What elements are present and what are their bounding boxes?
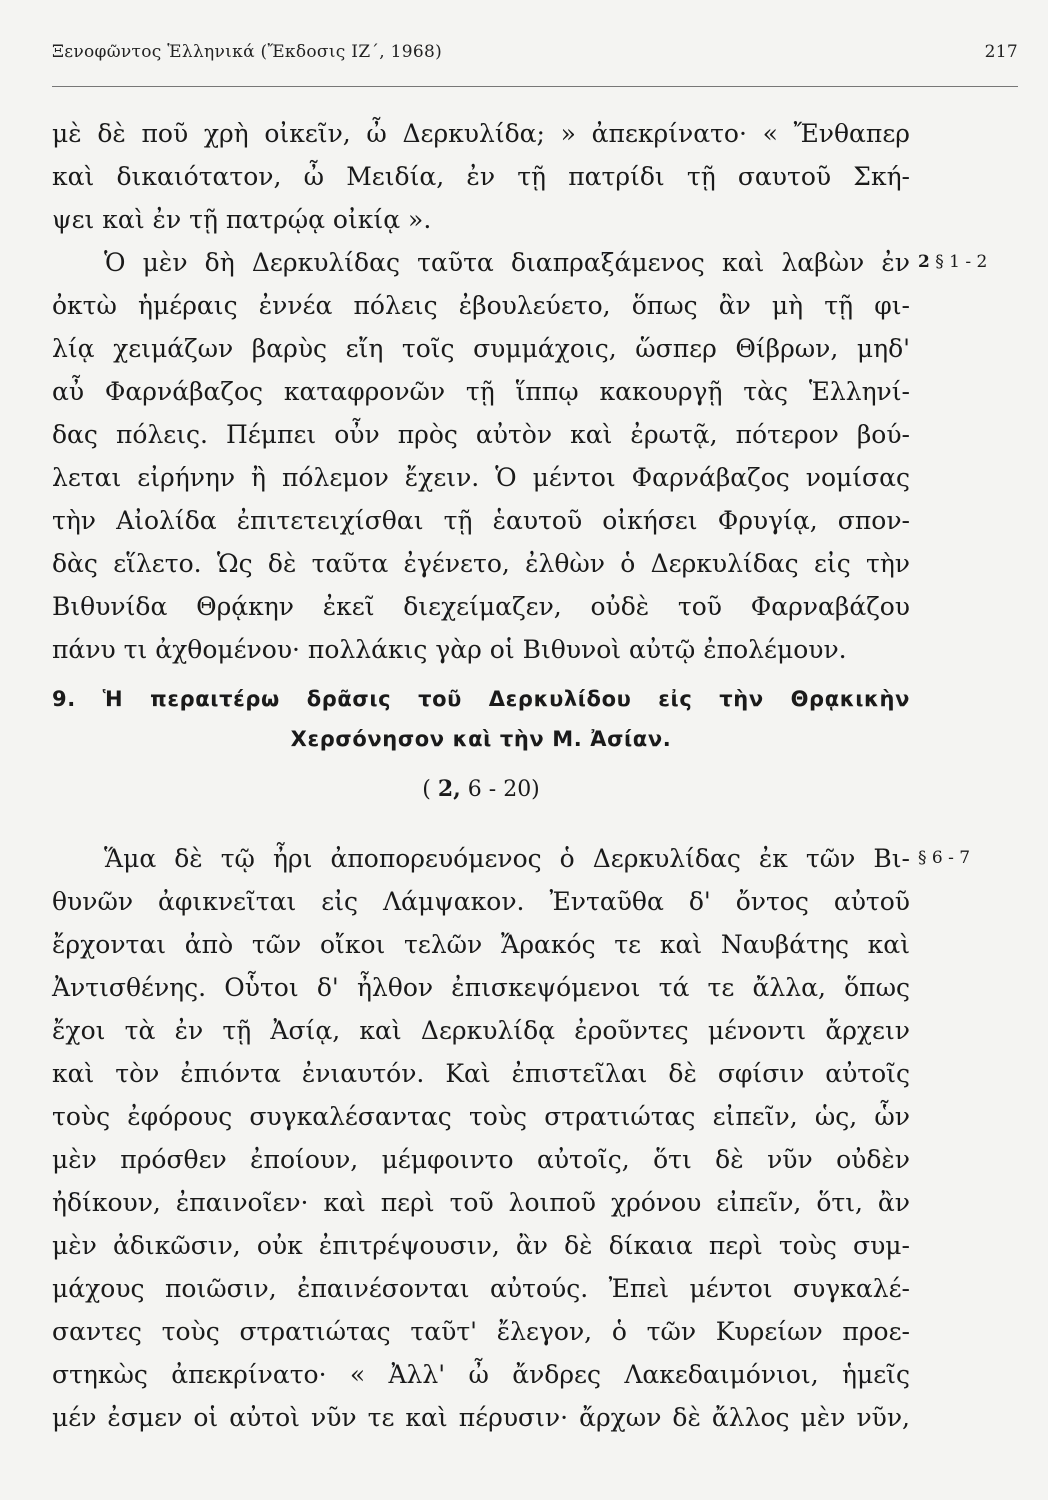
text-line: τοὺς ἐφόρους συγκαλέσαντας τοὺς στρατιώτας εἰπεῖν, ὡς, ὧν: [52, 1102, 910, 1131]
text-line: ἔχοι τὰ ἐν τῇ Ἀσίᾳ, καὶ Δερκυλίδᾳ ἐροῦντες μένοντι ἄρχειν: [52, 1016, 910, 1045]
text-line: Ὁ μὲν δὴ Δερκυλίδας ταῦτα διαπραξάμενος καὶ λαβὼν ἐν: [104, 248, 910, 277]
text-line-with-margin-ref: [52, 837, 971, 880]
text-line: θυνῶν ἀφικνεῖται εἰς Λάμψακον. Ἐνταῦθα δ' ὄντος αὐτοῦ: [52, 887, 910, 916]
text-line: καὶ δικαιότατον, ὦ Μειδία, ἐν τῇ πατρίδι τῇ σαυτοῦ Σκή-: [52, 162, 910, 191]
text-line: δὰς εἵλετο. Ὡς δὲ ταῦτα ἐγένετο, ἐλθὼν ὁ Δερκυλίδας εἰς τὴν: [52, 549, 910, 578]
text-line: μάχους ποιῶσιν, ἐπαινέσονται αὐτούς. Ἐπεὶ μέντοι συγκαλέ-: [52, 1274, 910, 1303]
text-line: μὲν πρόσθεν ἐποίουν, μέμφοιντο αὐτοῖς, ὅτι δὲ νῦν οὐδὲν: [52, 1145, 910, 1174]
text-line: στηκὼς ἀπεκρίνατο· « Ἀλλ' ὦ ἄνδρες Λακεδαιμόνιοι, ἡμεῖς: [52, 1360, 910, 1389]
text-line: Ἀντισθένης. Οὗτοι δ' ἦλθον ἐπισκεψόμενοι τά τε ἄλλα, ὅπως: [52, 973, 910, 1002]
margin-ref-book: 2: [918, 252, 930, 272]
text-line: Ἅμα δὲ τῷ ἦρι ἀποπορευόμενος ὁ Δερκυλίδας ἐκ τῶν Βι-: [104, 844, 910, 873]
text-body: [52, 112, 988, 1439]
text-line: μέν ἐσμεν οἱ αὐτοὶ νῦν τε καὶ πέρυσιν· ἄρχων δὲ ἄλλος μὲν νῦν,: [52, 1403, 910, 1432]
text-line: δας πόλεις. Πέμπει οὖν πρὸς αὐτὸν καὶ ἐρωτᾷ, πότερον βού-: [52, 420, 910, 449]
text-line: Βιθυνίδα Θρᾴκην ἐκεῖ διεχείμαζεν, οὐδὲ τοῦ Φαρναβάζου: [52, 592, 910, 621]
margin-ref-section: § 1 - 2: [935, 252, 988, 272]
text-line: αὖ Φαρνάβαζος καταφρονῶν τῇ ἵππῳ κακουργῇ τὰς Ἑλληνί-: [52, 377, 910, 406]
text-line: ἔρχονται ἀπὸ τῶν οἴκοι τελῶν Ἄρακός τε καὶ Ναυβάτης καὶ: [52, 930, 910, 959]
section-heading-line-1: 9. Ἡ περαιτέρω δρᾶσις τοῦ Δερκυλίδου εἰς τὴν Θρᾳκικὴν: [52, 687, 910, 711]
page-number: 217: [984, 42, 1018, 62]
section-heading-line-2: Χερσόνησον καὶ τὴν Μ. Ἀσίαν.: [290, 727, 672, 751]
margin-reference: § 6 - 7: [918, 848, 971, 868]
header-rule: [52, 86, 1018, 87]
text-line: ἠδίκουν, ἐπαινοῖεν· καὶ περὶ τοῦ λοιποῦ χρόνου εἰπεῖν, ὅτι, ἂν: [52, 1188, 910, 1217]
text-line: σαντες τοὺς στρατιώτας ταῦτ' ἔλεγον, ὁ τῶν Κυρείων προε-: [52, 1317, 910, 1346]
section-source-reference: [52, 759, 910, 819]
margin-reference: [918, 241, 987, 284]
text-line: καὶ τὸν ἐπιόντα ἐνιαυτόν. Καὶ ἐπιστεῖλαι δὲ σφίσιν αὐτοῖς: [52, 1059, 910, 1088]
text-line: ψει καὶ ἐν τῇ πατρῴᾳ οἰκίᾳ ».: [52, 205, 432, 234]
text-line-with-margin-ref: [52, 241, 988, 284]
text-line: τὴν Αἰολίδα ἐπιτετειχίσθαι τῇ ἑαυτοῦ οἰκήσει Φρυγίᾳ, σπον-: [52, 506, 910, 535]
ref-range: 6 - 20): [460, 777, 540, 802]
running-title: Ξενοφῶντος Ἑλληνικά (Ἔκδοσις ΙΖ΄, 1968): [52, 42, 443, 62]
text-line: πάνυ τι ἀχθομένου· πολλάκις γὰρ οἱ Βιθυνοὶ αὐτῷ ἐπολέμουν.: [52, 635, 847, 664]
text-line: μὲν ἀδικῶσιν, οὐκ ἐπιτρέψουσιν, ἂν δὲ δίκαια περὶ τοὺς συμ-: [52, 1231, 910, 1260]
text-line: λεται εἰρήνην ἢ πόλεμον ἔχειν. Ὁ μέντοι Φαρνάβαζος νομίσας: [52, 463, 910, 492]
text-line: λίᾳ χειμάζων βαρὺς εἴη τοῖς συμμάχοις, ὥσπερ Θίβρων, μηδ': [52, 334, 910, 363]
text-line: ὀκτὼ ἡμέραις ἐννέα πόλεις ἐβουλεύετο, ὅπως ἂν μὴ τῇ φι-: [52, 291, 910, 320]
ref-open-paren: (: [422, 777, 431, 802]
ref-book: 2,: [437, 776, 461, 802]
text-line: μὲ δὲ ποῦ χρὴ οἰκεῖν, ὦ Δερκυλίδα; » ἀπεκρίνατο· « Ἔνθαπερ: [52, 119, 910, 148]
